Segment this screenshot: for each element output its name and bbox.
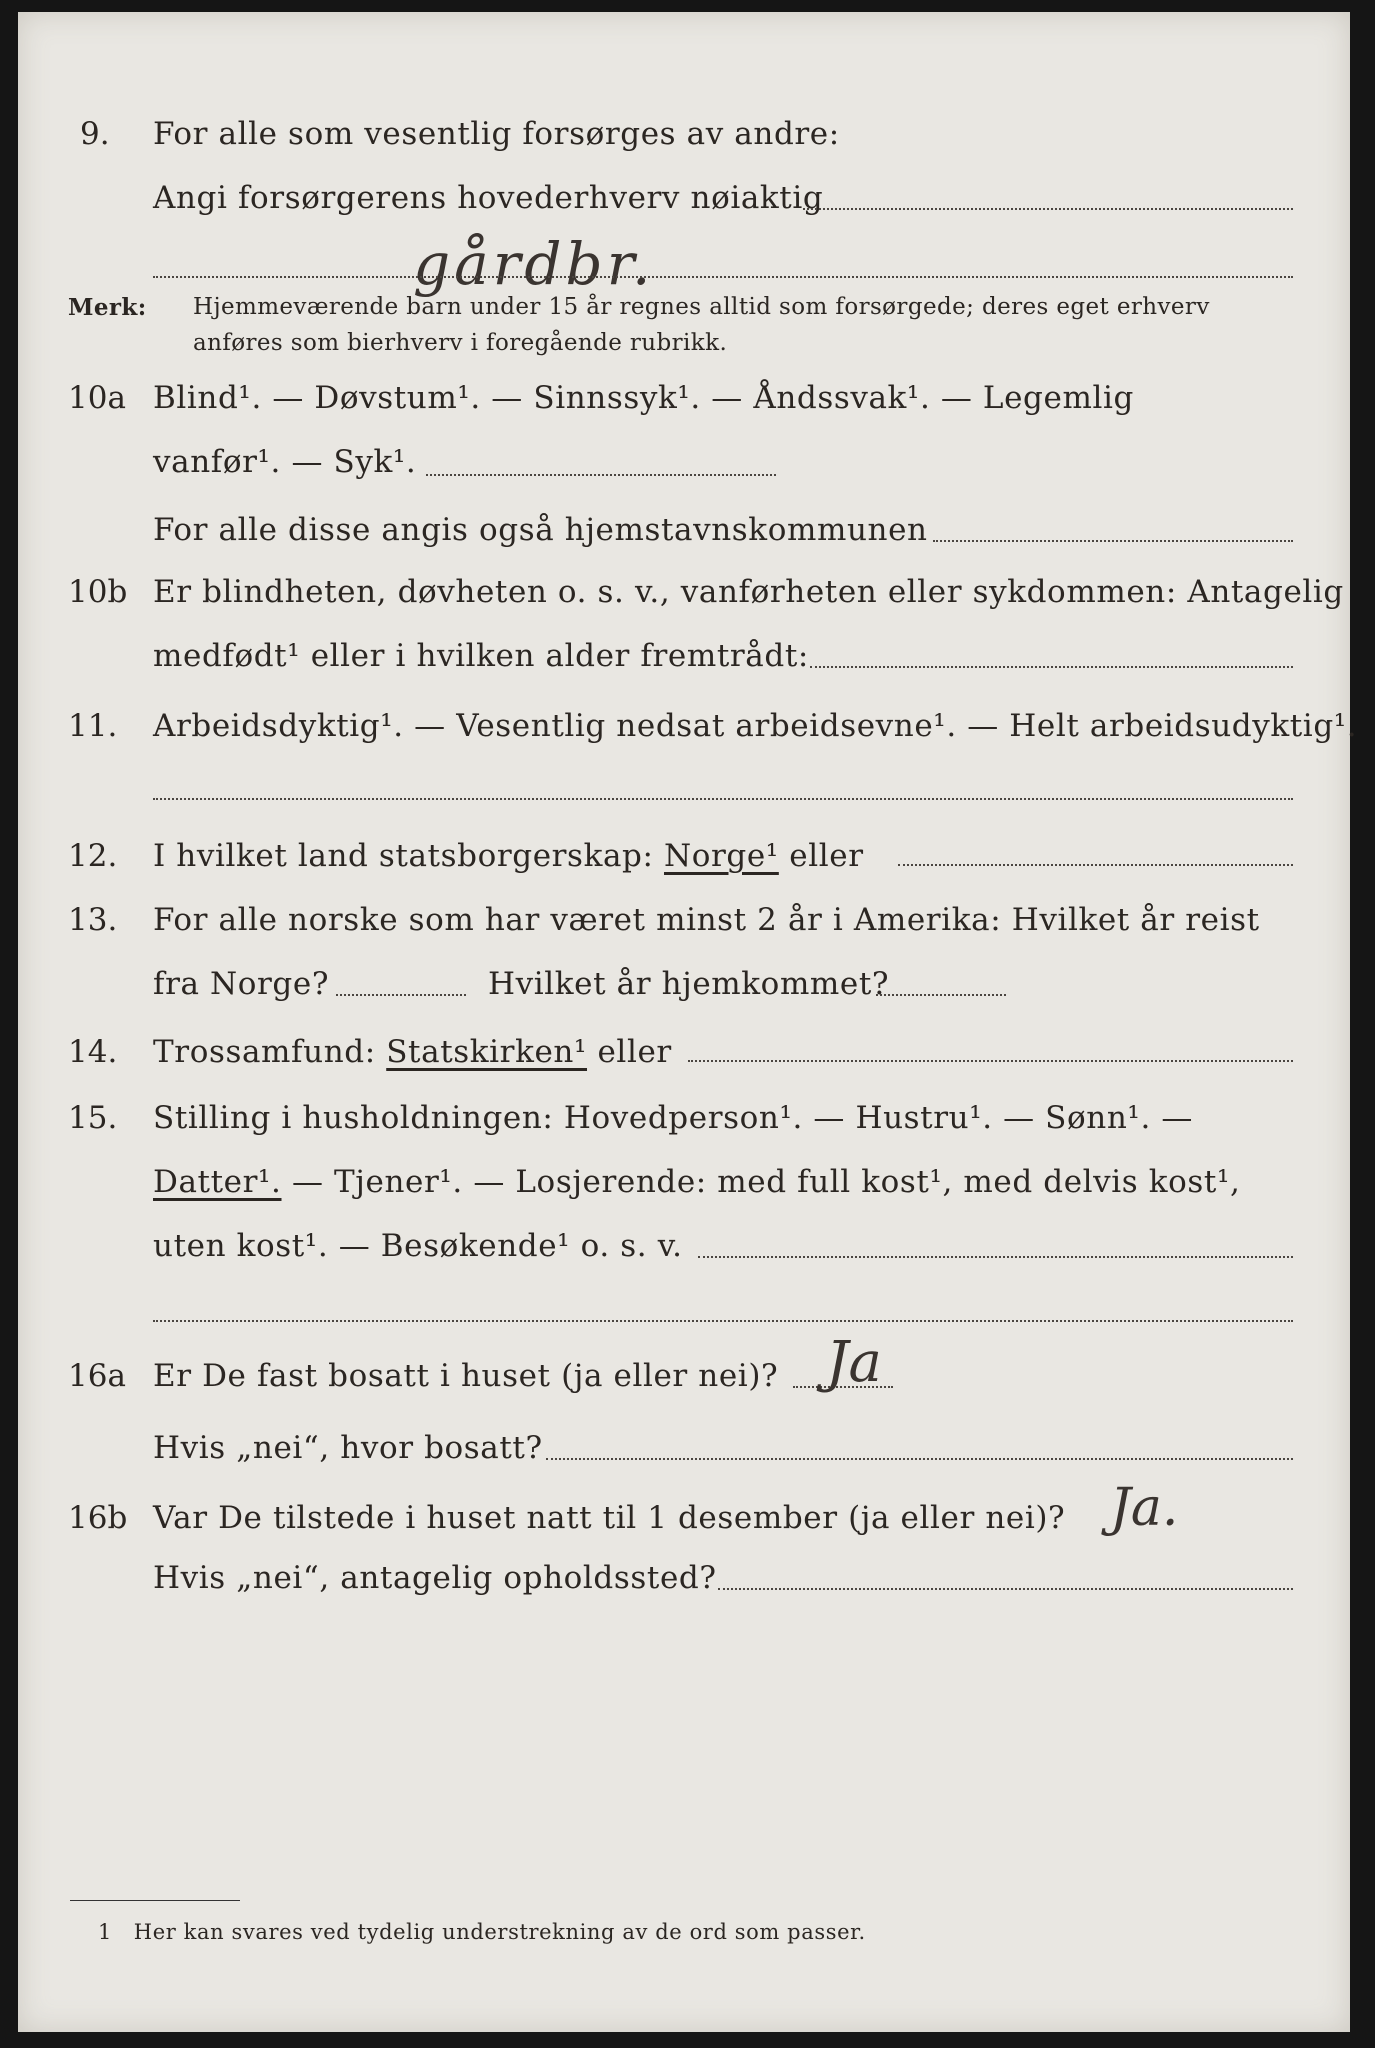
q16a-line2: Hvis „nei“, hvor bosatt? [153,1430,543,1466]
q10a-line1: Blind¹. — Døvstum¹. — Sinnssyk¹. — Åndssvak¹. — Legemlig [153,380,1134,416]
q15-line3: uten kost¹. — Besøkende¹ o. s. v. [153,1228,683,1264]
q14-suffix: eller [597,1034,672,1070]
q15-line2-rest: — Tjener¹. — Losjerende: med full kost¹, med delvis kost¹, [291,1164,1241,1200]
merk-line1: Hjemmeværende barn under 15 år regnes alltid som forsørgede; deres eget erhverv [193,294,1210,320]
q16b-number: 16b [68,1500,128,1536]
q10b-line1: Er blindheten, døvheten o. s. v., vanførheten eller sykdommen: Antagelig [153,574,1344,610]
census-form-page [18,12,1358,2032]
q16b-handwritten-answer: Ja. [1110,1478,1179,1538]
q10a-answer-line2 [933,540,1293,542]
q9-answer-line2 [153,276,1293,278]
q11-number: 11. [68,708,118,744]
q16b-answer-line [718,1588,1293,1590]
q10b-line2: medfødt¹ eller i hvilken alder fremtrådt: [153,638,809,674]
footnote-text: Her kan svares ved tydelig understrekning av de ord som passer. [133,1920,866,1944]
q14-line [153,1034,672,1070]
q16b-line2: Hvis „nei“, antagelig opholdssted? [153,1560,717,1596]
q12-number: 12. [68,838,118,874]
q13-line2a: fra Norge? [153,966,330,1002]
q11-answer-line [153,798,1293,800]
q12-prefix: I hvilket land statsborgerskap: [153,838,654,874]
q12-underlined-answer: Norge¹ [664,838,779,874]
q11-line1: Arbeidsdyktig¹. — Vesentlig nedsat arbeidsevne¹. — Helt arbeidsudyktig¹. [153,708,1358,744]
q12-answer-line [898,864,1293,866]
q9-handwritten-answer: gårdbr. [413,230,655,298]
q9-line2: Angi forsørgerens hovederhverv nøiaktig [153,180,824,216]
q13-answer-line2 [876,994,1006,996]
q15-number: 15. [68,1100,118,1136]
footnote-rule [70,1900,240,1901]
q16a-number: 16a [68,1358,126,1394]
footnote [98,1920,866,1944]
q14-answer-line [688,1060,1293,1062]
q10a-line3: For alle disse angis også hjemstavnskommunen [153,512,928,548]
q13-line1: For alle norske som har været minst 2 år i Amerika: Hvilket år reist [153,902,1260,938]
q15-answer-line1 [698,1256,1293,1258]
q9-line1: For alle som vesentlig forsørges av andre: [153,116,840,152]
merk-label: Merk: [68,294,147,321]
q14-number: 14. [68,1034,118,1070]
q13-answer-line1 [336,994,466,996]
q10a-number: 10a [68,380,126,416]
q15-underlined-answer: Datter¹. [153,1164,282,1200]
q13-line2b: Hvilket år hjemkommet? [488,966,890,1002]
q12-suffix: eller [789,838,864,874]
q16a-handwritten-answer: Ja [826,1330,882,1395]
footnote-mark: 1 [98,1920,112,1944]
q14-underlined-answer: Statskirken¹ [386,1034,588,1070]
q10a-line2: vanfør¹. — Syk¹. [153,444,417,480]
q16a-line1: Er De fast bosatt i huset (ja eller nei)? [153,1358,779,1394]
q15-answer-line2 [153,1320,1293,1322]
q10b-answer-line [810,666,1293,668]
q16a-answer-line2 [546,1458,1293,1460]
q9-answer-line1 [803,208,1293,210]
q15-line2 [153,1164,1240,1200]
q14-prefix: Trossamfund: [153,1034,376,1070]
q9-number: 9. [80,116,110,152]
q10b-number: 10b [68,574,128,610]
merk-line2: anføres som bierhverv i foregående rubrikk. [193,330,728,356]
q16b-line1: Var De tilstede i huset natt til 1 desember (ja eller nei)? [153,1500,1066,1536]
q12-line [153,838,864,874]
q15-line1: Stilling i husholdningen: Hovedperson¹. — Hustru¹. — Sønn¹. — [153,1100,1193,1136]
q13-number: 13. [68,902,118,938]
q10a-answer-line1 [426,474,776,476]
